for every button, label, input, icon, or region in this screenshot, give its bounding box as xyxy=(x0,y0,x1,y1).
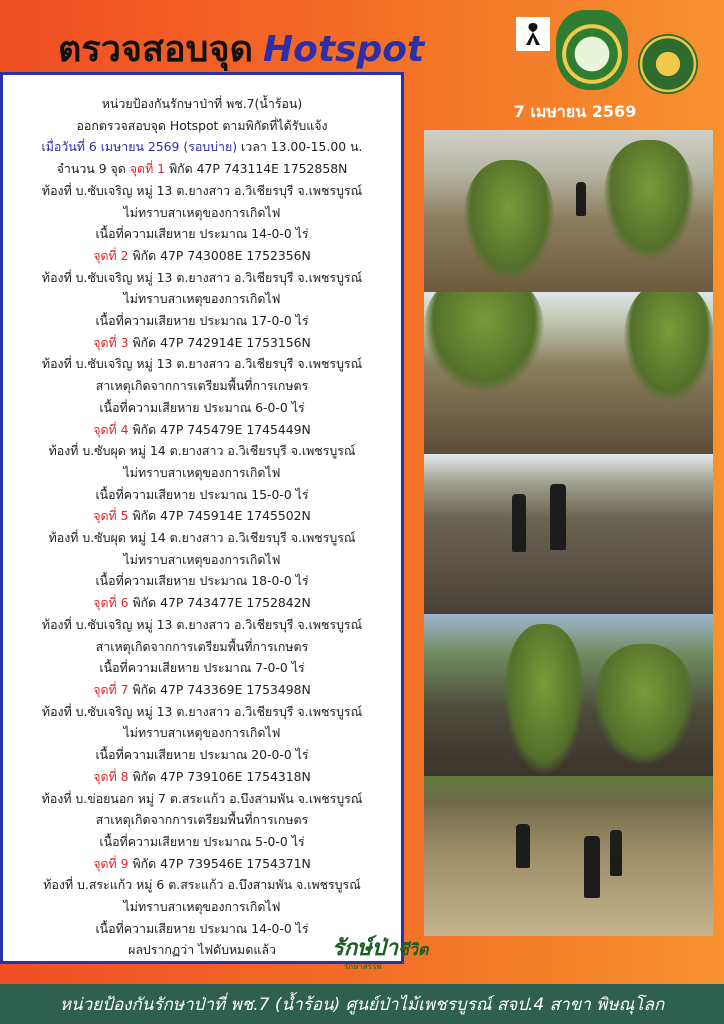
intro-unit: หน่วยป้องกันรักษาป่าที่ พช.7(น้ำร้อน) xyxy=(101,96,303,111)
worker-figure xyxy=(516,824,530,868)
point-area: เนื้อที่ความเสียหาย ประมาณ 17-0-0 ไร่ xyxy=(95,313,309,329)
point-7-header xyxy=(7,679,397,701)
report-text xyxy=(3,75,401,961)
report-panel xyxy=(0,72,404,964)
point-label: จุดที่ 4 xyxy=(93,421,129,437)
point-coord: พิกัด 47P 743477E 1752842N xyxy=(128,595,311,611)
title-hotspot: Hotspot xyxy=(262,29,425,70)
point-cause: สาเหตุเกิดจากการเตรียมพื้นที่การเกษตร xyxy=(95,638,309,654)
point-label: จุดที่ 2 xyxy=(93,247,129,263)
point-cause: ไม่ทราบสาเหตุของการเกิดไฟ xyxy=(123,204,281,220)
intro-date: เมื่อวันที่ 6 เมษายน 2569 (รอบบ่าย) xyxy=(41,139,238,155)
point-location: ท้องที่ บ.ซับผุด หมู่ 14 ต.ยางสาว อ.วิเชียรบุรี จ.เพชรบูรณ์ xyxy=(48,443,356,459)
point-8-header xyxy=(7,766,397,788)
point-label: จุดที่ 3 xyxy=(93,334,129,350)
point-location: ท้องที่ บ.ซับเจริญ หมู่ 13 ต.ยางสาว อ.วิเชียรบุรี จ.เพชรบูรณ์ xyxy=(41,703,363,719)
worker-figure xyxy=(512,494,526,552)
point-cause: สาเหตุเกิดจากการเตรียมพื้นที่การเกษตร xyxy=(95,378,309,394)
logo-suffix: ชีวิต xyxy=(397,940,429,959)
point-5-header xyxy=(7,505,397,527)
campaign-logo xyxy=(322,926,442,980)
point-area: เนื้อที่ความเสียหาย ประมาณ 7-0-0 ไร่ xyxy=(99,660,305,676)
point-cause: ไม่ทราบสาเหตุของการเกิดไฟ xyxy=(123,899,281,915)
point-label: จุดที่ 7 xyxy=(93,681,129,697)
point-area: เนื้อที่ความเสียหาย ประมาณ 14-0-0 ไร่ xyxy=(95,920,309,936)
point-area: เนื้อที่ความเสียหาย ประมาณ 15-0-0 ไร่ xyxy=(95,486,309,502)
point-coord: พิกัด 47P 743114E 1752858N xyxy=(165,161,348,177)
point-location: ท้องที่ บ.ซับเจริญ หมู่ 13 ต.ยางสาว อ.วิเชียรบุรี จ.เพชรบูรณ์ xyxy=(41,182,363,198)
point-coord: พิกัด 47P 745914E 1745502N xyxy=(128,508,311,524)
point-location: ท้องที่ บ.ซับเจริญ หมู่ 13 ต.ยางสาว อ.วิเชียรบุรี จ.เพชรบูรณ์ xyxy=(41,269,363,285)
photo-2 xyxy=(424,292,713,454)
point-coord: พิกัด 47P 739106E 1754318N xyxy=(128,768,311,784)
photo-4 xyxy=(424,614,713,776)
point-1-header xyxy=(7,158,397,180)
point-2-header xyxy=(7,245,397,267)
worker-figure xyxy=(584,836,600,898)
point-9-header xyxy=(7,853,397,875)
point-cause: สาเหตุเกิดจากการเตรียมพื้นที่การเกษตร xyxy=(95,812,309,828)
logo-main: รักษ์ป่า xyxy=(332,936,398,961)
point-coord: พิกัด 47P 739546E 1754371N xyxy=(128,855,311,871)
department-seal-icon xyxy=(556,10,628,90)
point-label: จุดที่ 6 xyxy=(93,595,129,611)
forest-office-seal-icon xyxy=(638,34,698,94)
photo-3 xyxy=(424,454,713,614)
point-6-header xyxy=(7,592,397,614)
report-date: 7 เมษายน 2569 xyxy=(513,102,637,121)
point-area: เนื้อที่ความเสียหาย ประมาณ 14-0-0 ไร่ xyxy=(95,226,309,242)
intro-datetime xyxy=(7,136,397,158)
point-location: ท้องที่ บ.ซับเจริญ หมู่ 13 ต.ยางสาว อ.วิเชียรบุรี จ.เพชรบูรณ์ xyxy=(41,356,363,372)
logo-sub: รักษาสรรพ xyxy=(344,962,382,971)
point-area: เนื้อที่ความเสียหาย ประมาณ 20-0-0 ไร่ xyxy=(95,747,309,763)
point-label: จุดที่ 1 xyxy=(129,161,166,177)
photo-1 xyxy=(424,130,713,292)
worker-figure xyxy=(576,182,586,216)
point-cause: ไม่ทราบสาเหตุของการเกิดไฟ xyxy=(123,551,281,567)
point-coord: พิกัด 47P 742914E 1753156N xyxy=(128,334,311,350)
point-location: ท้องที่ บ.สระแก้ว หมู่ 6 ต.สระแก้ว อ.บึงสามพัน จ.เพชรบูรณ์ xyxy=(43,877,361,893)
point-4-header xyxy=(7,419,397,441)
photo-5 xyxy=(424,776,713,936)
result-text: ผลปรากฏว่า ไฟดับหมดแล้ว xyxy=(128,942,276,958)
point-area: เนื้อที่ความเสียหาย ประมาณ 18-0-0 ไร่ xyxy=(95,573,309,589)
point-label: จุดที่ 9 xyxy=(93,855,129,871)
mourning-ribbon-icon xyxy=(516,17,550,51)
point-location: ท้องที่ บ.ซับผุด หมู่ 14 ต.ยางสาว อ.วิเชียรบุรี จ.เพชรบูรณ์ xyxy=(48,530,356,546)
point-cause: ไม่ทราบสาเหตุของการเกิดไฟ xyxy=(123,464,281,480)
point-coord: พิกัด 47P 743369E 1753498N xyxy=(128,681,311,697)
worker-figure xyxy=(610,830,622,876)
point-coord: พิกัด 47P 743008E 1752356N xyxy=(128,247,311,263)
point-area: เนื้อที่ความเสียหาย ประมาณ 5-0-0 ไร่ xyxy=(99,833,305,849)
intro-time: เวลา 13.00-15.00 น. xyxy=(237,139,363,155)
intro-purpose: ออกตรวจสอบจุด Hotspot ตามพิกัดที่ได้รับแจ้ง xyxy=(76,117,328,133)
point-count: จำนวน 9 จุด xyxy=(56,161,130,177)
point-location: ท้องที่ บ.ซับเจริญ หมู่ 13 ต.ยางสาว อ.วิเชียรบุรี จ.เพชรบูรณ์ xyxy=(41,616,363,632)
point-label: จุดที่ 5 xyxy=(93,508,129,524)
page-title xyxy=(58,20,424,74)
point-location: ท้องที่ บ.ข่อยนอก หมู่ 7 ต.สระแก้ว อ.บึงสามพัน จ.เพชรบูรณ์ xyxy=(41,790,363,806)
point-area: เนื้อที่ความเสียหาย ประมาณ 6-0-0 ไร่ xyxy=(99,399,305,415)
point-cause: ไม่ทราบสาเหตุของการเกิดไฟ xyxy=(123,725,281,741)
point-label: จุดที่ 8 xyxy=(93,768,129,784)
footer-bar: หน่วยป้องกันรักษาป่าที่ พช.7 (น้ำร้อน) ศูนย์ป่าไม้เพชรบูรณ์ สจป.4 สาขา พิษณุโลก xyxy=(0,984,724,1024)
point-cause: ไม่ทราบสาเหตุของการเกิดไฟ xyxy=(123,291,281,307)
point-coord: พิกัด 47P 745479E 1745449N xyxy=(128,421,311,437)
title-thai: ตรวจสอบจุด xyxy=(58,29,253,70)
worker-figure xyxy=(550,484,566,550)
point-3-header xyxy=(7,332,397,354)
